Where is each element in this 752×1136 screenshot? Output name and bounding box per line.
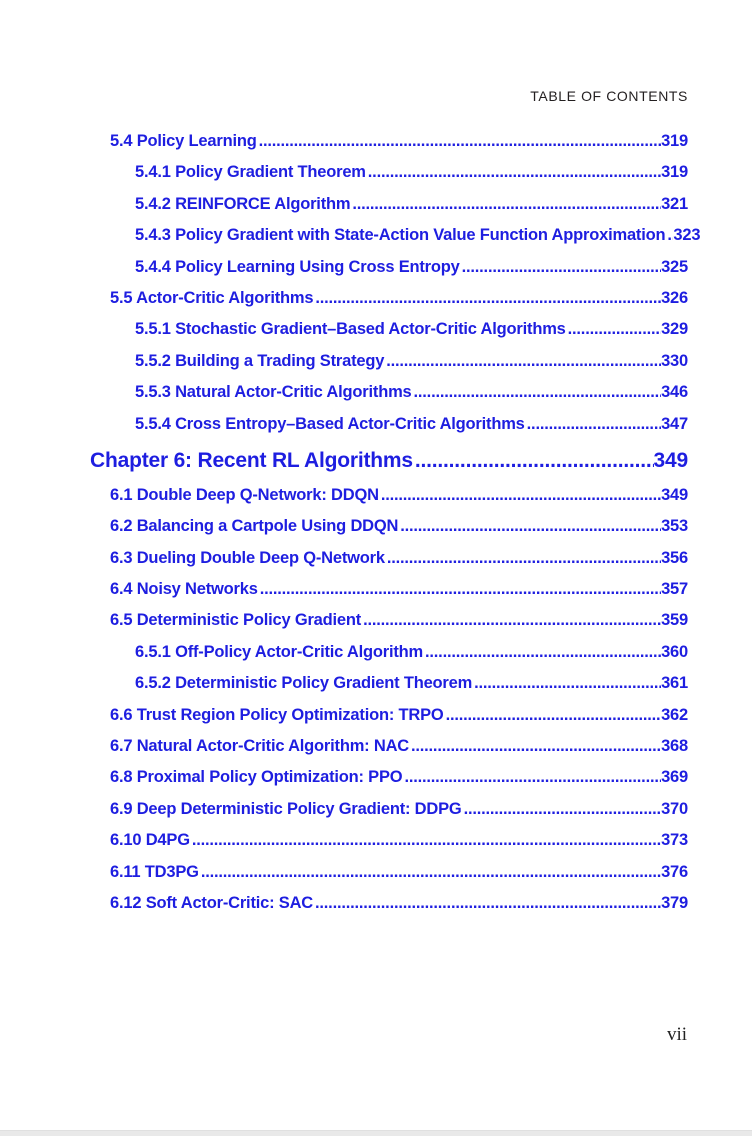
dot-leader	[527, 409, 661, 440]
toc-entry-label: 5.4.2 REINFORCE Algorithm	[135, 194, 351, 213]
toc-entry-label: 6.5 Deterministic Policy Gradient	[110, 611, 362, 630]
toc-entry-label: 6.1 Double Deep Q-Network: DDQN	[110, 485, 379, 504]
toc-entry[interactable]	[0, 731, 688, 762]
dot-leader	[446, 700, 662, 731]
toc-entry[interactable]	[0, 794, 688, 825]
toc-entry-page-number: 325	[661, 257, 688, 276]
toc-entry[interactable]	[0, 825, 688, 856]
dot-leader	[192, 825, 661, 856]
toc-entry[interactable]	[0, 762, 688, 793]
toc-entry-label: 6.5.1 Off-Policy Actor-Critic Algorithm	[135, 642, 424, 661]
dot-leader	[386, 346, 661, 377]
toc-entry-label: 6.2 Balancing a Cartpole Using DDQN	[110, 517, 399, 536]
toc-entry-page-number: 379	[661, 893, 688, 912]
toc-entry[interactable]	[0, 189, 688, 220]
toc-entry-label: 6.8 Proximal Policy Optimization: PPO	[110, 768, 403, 787]
toc-entry-page-number: 329	[661, 320, 688, 339]
toc-entry-page-number: 323	[673, 226, 701, 245]
dot-leader	[315, 888, 661, 919]
page-folio: vii	[666, 1024, 687, 1045]
toc-entry-page-number: 373	[661, 831, 688, 850]
toc-entry-label: 5.5 Actor-Critic Algorithms	[110, 288, 314, 307]
toc-entry-label: 5.4.3 Policy Gradient with State-Action Value Function Approximation	[135, 226, 666, 245]
toc-entry-label: 6.4 Noisy Networks	[110, 580, 258, 599]
toc-entry[interactable]	[0, 283, 688, 314]
toc-entry-page-number: 346	[661, 383, 688, 402]
toc-entry-label: 5.5.2 Building a Trading Strategy	[135, 351, 385, 370]
toc-entry-label: 5.4.4 Policy Learning Using Cross Entropy	[135, 257, 460, 276]
toc-entry-label: 6.3 Dueling Double Deep Q-Network	[110, 548, 385, 567]
toc-entry-page-number: 370	[661, 799, 688, 818]
toc-entry-label: 5.4 Policy Learning	[110, 132, 257, 150]
toc-entry[interactable]	[0, 442, 688, 480]
dot-leader	[414, 377, 662, 408]
toc-entry-page-number: 349	[653, 448, 688, 472]
toc-entry[interactable]	[0, 220, 701, 251]
toc-entry[interactable]	[0, 409, 688, 440]
toc-entry-page-number: 361	[661, 674, 688, 693]
dot-leader	[474, 668, 661, 699]
toc-entry[interactable]	[0, 157, 688, 188]
toc-entry-page-number: 319	[661, 163, 688, 182]
toc-entry-label: 6.9 Deep Deterministic Policy Gradient: DDPG	[110, 799, 462, 818]
toc-entry[interactable]	[0, 668, 688, 699]
toc-entry-page-number: 353	[661, 517, 688, 536]
toc-entry[interactable]	[0, 252, 688, 283]
toc-entry[interactable]	[0, 314, 688, 345]
toc-entry[interactable]	[0, 543, 688, 574]
toc-entry-label: 5.5.4 Cross Entropy–Based Actor-Critic Algorithms	[135, 414, 525, 433]
dot-leader	[368, 157, 661, 188]
dot-leader	[381, 480, 661, 511]
page-bottom-edge	[0, 1130, 752, 1136]
toc-entry-page-number: 357	[661, 580, 688, 599]
dot-leader	[415, 442, 654, 480]
dot-leader	[259, 126, 661, 157]
dot-leader	[260, 574, 661, 605]
toc-entry-page-number: 376	[661, 862, 688, 881]
toc-entry[interactable]	[0, 857, 688, 888]
toc-entry-page-number: 359	[661, 611, 688, 630]
toc-entry[interactable]	[0, 346, 688, 377]
toc-entry-label: 6.6 Trust Region Policy Optimization: TRPO	[110, 705, 444, 724]
toc-entry-page-number: 369	[661, 768, 688, 787]
toc-entry-page-number: 356	[661, 548, 688, 567]
toc-entry[interactable]	[0, 605, 688, 636]
dot-leader	[464, 794, 662, 825]
toc-entry-label: 6.11 TD3PG	[110, 862, 199, 881]
toc-entry[interactable]	[0, 637, 688, 668]
toc-entry-page-number: 321	[661, 194, 688, 213]
toc-entry-label: 6.10 D4PG	[110, 831, 190, 850]
toc-entry-page-number: 349	[661, 485, 688, 504]
dot-leader	[462, 252, 661, 283]
toc-entry-label: 6.7 Natural Actor-Critic Algorithm: NAC	[110, 737, 410, 756]
toc-entry-label: Chapter 6: Recent RL Algorithms	[90, 448, 413, 472]
dot-leader	[568, 314, 661, 345]
dot-leader	[201, 857, 661, 888]
toc-entry[interactable]	[0, 574, 688, 605]
toc-entry[interactable]	[0, 377, 688, 408]
running-header-title: TABLE OF CONTENTS	[530, 88, 688, 104]
toc-entry-label: 5.5.3 Natural Actor-Critic Algorithms	[135, 383, 412, 402]
dot-leader	[425, 637, 661, 668]
toc-entry-page-number: 362	[661, 705, 688, 724]
toc-entry[interactable]	[0, 511, 688, 542]
toc-entry-label: 6.5.2 Deterministic Policy Gradient Theorem	[135, 674, 473, 693]
toc-entry[interactable]	[0, 480, 688, 511]
toc-entry-label: 6.12 Soft Actor-Critic: SAC	[110, 893, 314, 912]
dot-leader	[400, 511, 661, 542]
toc-entry-label: 5.4.1 Policy Gradient Theorem	[135, 163, 366, 182]
dot-leader	[352, 189, 661, 220]
toc-entry-page-number: 368	[661, 737, 688, 756]
dot-leader	[404, 762, 661, 793]
toc-entry-page-number: 326	[661, 288, 688, 307]
dot-leader	[387, 543, 661, 574]
toc-entry-label: 5.5.1 Stochastic Gradient–Based Actor-Critic Algorithms	[135, 320, 566, 339]
toc-entry-page-number: 319	[661, 132, 688, 150]
dot-leader	[411, 731, 661, 762]
toc-entry-page-number: 330	[661, 351, 688, 370]
table-of-contents-list	[0, 126, 701, 919]
dot-leader	[363, 605, 661, 636]
toc-entry[interactable]	[0, 888, 688, 919]
dot-leader	[315, 283, 661, 314]
toc-entry-page-number: 347	[661, 414, 688, 433]
toc-entry[interactable]	[0, 700, 688, 731]
toc-entry-page-number: 360	[661, 642, 688, 661]
toc-entry[interactable]	[0, 126, 688, 157]
